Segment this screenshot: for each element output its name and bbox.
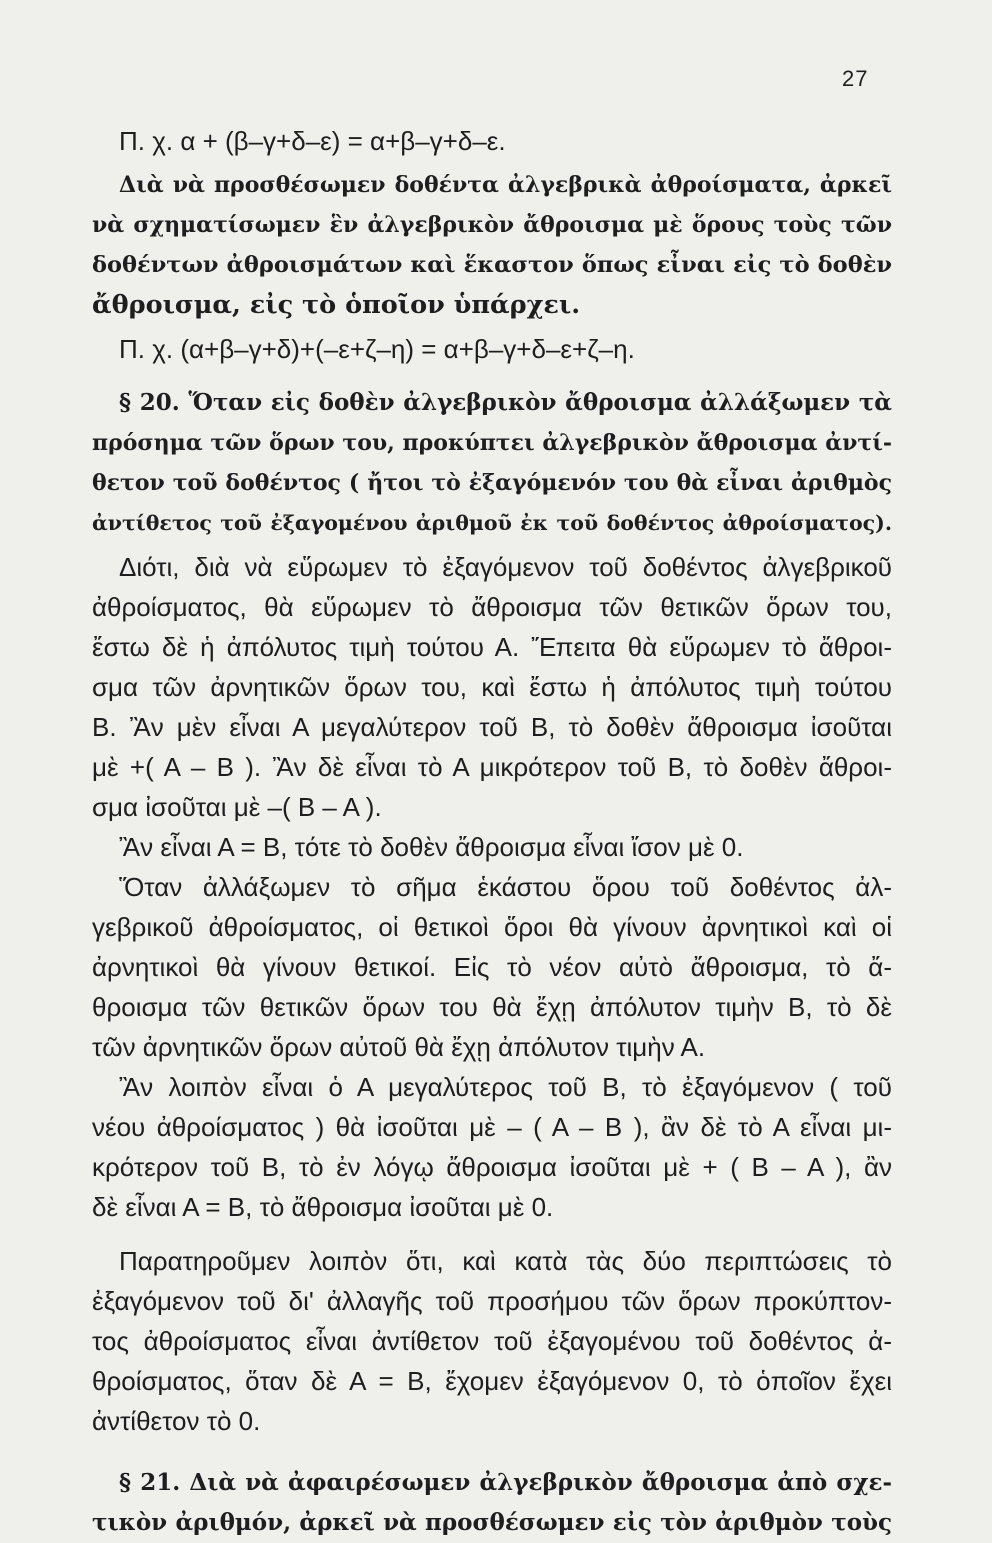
text-line: ἔστω δὲ ἡ ἀπόλυτος τιμὴ τούτου Α. Ἔπειτα θὰ εὕρωμεν τὸ ἄθροι- [92, 632, 892, 662]
text-line: Ἂν εἶναι Α = Β, τότε τὸ δοθὲν ἄθροισμα εἶναι ἴσον μὲ 0. [119, 832, 744, 862]
text-line: σμα ἰσοῦται μὲ –( Β – Α ). [92, 792, 382, 822]
text-line: πρόσημα τῶν ὅρων του, προκύπτει ἀλγεβρικὸν ἄθροισμα ἀντί- [92, 430, 892, 456]
text-line: κρότερον τοῦ Β, τὸ ἐν λόγῳ ἄθροισμα ἰσοῦται μὲ + ( Β – Α ), ἂν [92, 1152, 892, 1182]
text-line: θροισμα τῶν θετικῶν ὅρων του θὰ ἔχῃ ἀπόλυτον τιμὴν Β, τὸ δὲ [92, 992, 892, 1022]
text-line: Παρατηροῦμεν λοιπὸν ὅτι, καὶ κατὰ τὰς δύο περιπτώσεις τὸ [119, 1246, 892, 1276]
text-line: τῶν ἀρνητικῶν ὅρων αὐτοῦ θὰ ἔχῃ ἀπόλυτον τιμὴν Α. [92, 1032, 706, 1062]
text-line: ἀθροίσματος, θὰ εὕρωμεν τὸ ἄθροισμα τῶν θετικῶν ὅρων του, [92, 592, 892, 622]
text-line: ἄθροισμα, εἰς τὸ ὁποῖον ὑπάρχει. [92, 290, 581, 320]
text-line: Διότι, διὰ νὰ εὕρωμεν τὸ ἐξαγόμενον τοῦ δοθέντος ἀλγεβρικοῦ [119, 552, 892, 582]
section-heading-20: § 20. Ὅταν εἰς δοθὲν ἀλγεβρικὸν ἄθροισμα ἀλλάξωμεν τὰ [119, 389, 892, 416]
text-line: δὲ εἶναι Α = Β, τὸ ἄθροισμα ἰσοῦται μὲ 0. [92, 1192, 554, 1222]
text-line: ἐξαγόμενον τοῦ δι' ἀλλαγῆς τοῦ προσήμου τῶν ὅρων προκύπτον- [92, 1286, 892, 1316]
text-line: Ἂν λοιπὸν εἶναι ὁ Α μεγαλύτερος τοῦ Β, τὸ ἐξαγόμενον ( τοῦ [119, 1072, 892, 1102]
text-line: Διὰ νὰ προσθέσωμεν δοθέντα ἀλγεβρικὰ ἀθροίσματα, ἀρκεῖ [119, 172, 892, 198]
text-line: Β. Ἂν μὲν εἶναι Α μεγαλύτερον τοῦ Β, τὸ δοθὲν ἄθροισμα ἰσοῦται [92, 712, 892, 742]
text-line: σμα τῶν ἀρνητικῶν ὅρων του, καὶ ἔστω ἡ ἀπόλυτος τιμὴ τούτου [92, 672, 892, 702]
text-line: θετον τοῦ δοθέντος ( ἤτοι τὸ ἐξαγόμενόν του θὰ εἶναι ἀριθμὸς [92, 470, 892, 496]
text-line: Ὅταν ἀλλάξωμεν τὸ σῆμα ἑκάστου ὅρου τοῦ δοθέντος ἀλ- [119, 872, 892, 902]
example-line: Π. χ. α + (β–γ+δ–ε) = α+β–γ+δ–ε. [119, 126, 506, 156]
text-line: νὰ σχηματίσωμεν ἓν ἀλγεβρικὸν ἄθροισμα μὲ ὅρους τοὺς τῶν [92, 212, 892, 238]
text-line: ἀντίθετον τὸ 0. [92, 1406, 261, 1436]
text-line: τος ἀθροίσματος εἶναι ἀντίθετον τοῦ ἐξαγομένου τοῦ δοθέντος ἀ- [92, 1326, 892, 1356]
text-line: μὲ +( Α – Β ). Ἂν δὲ εἶναι τὸ Α μικρότερον τοῦ Β, τὸ δοθὲν ἄθροι- [92, 752, 892, 782]
text-line: δοθέντων ἀθροισμάτων καὶ ἕκαστον ὅπως εἶναι εἰς τὸ δοθὲν [92, 252, 892, 278]
text-line: ἀρνητικοὶ θὰ γίνουν θετικοί. Εἰς τὸ νέον αὐτὸ ἄθροισμα, τὸ ἄ- [92, 952, 892, 982]
text-line: τικὸν ἀριθμόν, ἀρκεῖ νὰ προσθέσωμεν εἰς τὸν ἀριθμὸν τοὺς [92, 1509, 892, 1536]
example-line: Π. χ. (α+β–γ+δ)+(–ε+ζ–η) = α+β–γ+δ–ε+ζ–η. [119, 334, 635, 364]
text-line: θροίσματος, ὅταν δὲ Α = Β, ἔχομεν ἐξαγόμενον 0, τὸ ὁποῖον ἔχει [92, 1366, 892, 1396]
text-line: γεβρικοῦ ἀθροίσματος, οἱ θετικοὶ ὅροι θὰ γίνουν ἀρνητικοὶ καὶ οἱ [92, 912, 892, 942]
text-line: ἀντίθετος τοῦ ἐξαγομένου ἀριθμοῦ ἐκ τοῦ δοθέντος ἀθροίσματος). [92, 511, 892, 535]
page-body [92, 121, 892, 1543]
page-number: 27 [842, 66, 869, 91]
section-heading-21: § 21. Διὰ νὰ ἀφαιρέσωμεν ἀλγεβρικὸν ἄθροισμα ἀπὸ σχε- [119, 1469, 892, 1496]
text-line: νέου ἀθροίσματος ) θὰ ἰσοῦται μὲ – ( Α – Β ), ἂν δὲ τὸ Α εἶναι μι- [92, 1112, 892, 1142]
